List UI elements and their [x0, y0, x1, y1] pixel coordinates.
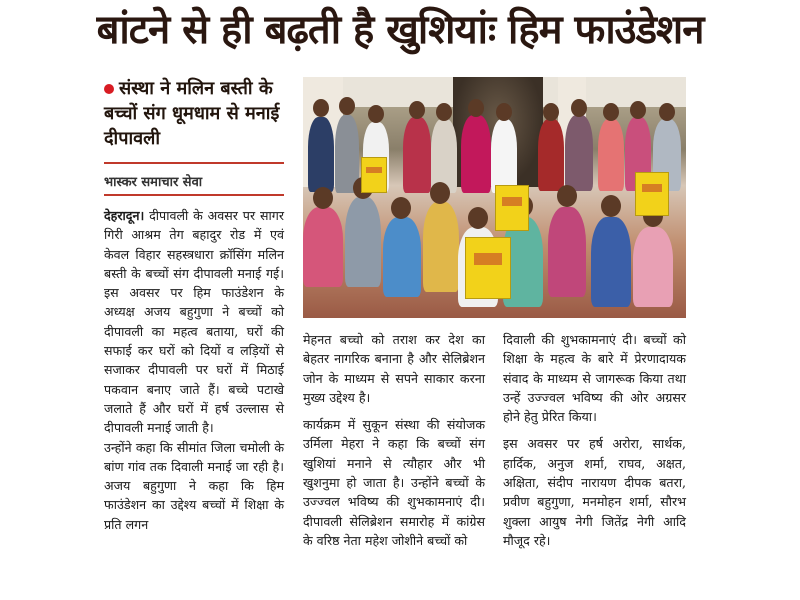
photo-child: [345, 197, 381, 287]
photo-child: [591, 217, 631, 307]
photo-person: [538, 119, 564, 191]
photo-head: [313, 187, 333, 209]
paragraph: मेहनत बच्चो को तराश कर देश का बेहतर नागरिक बनाना है और सेलिब्रेशन जोन के माध्यम से सपने साकार करना मुख्य उद्देश्य है।: [303, 332, 485, 405]
photo-head: [409, 101, 425, 119]
photo-child: [548, 207, 586, 297]
photo-person: [565, 115, 593, 191]
paragraph: उन्होंने कहा कि सीमांत जिला चमोली के बांण गांव तक दिवाली मनाई जा रही है। अजय बहुगुणा ने कहा कि हिम फाउंडेशन का उद्देश्य बच्चों में शिक्षा के प्रति लगन: [104, 439, 284, 532]
photo-child: [633, 227, 673, 307]
photo-poster: [361, 157, 387, 193]
photo-head: [468, 207, 488, 229]
divider-top: [104, 162, 284, 164]
dateline: देहरादून।: [104, 208, 145, 223]
photo-child: [303, 207, 343, 287]
divider-bottom: [104, 194, 284, 196]
photo-head: [630, 101, 646, 119]
photo-person: [461, 115, 491, 193]
bullet-icon: [104, 84, 114, 94]
article-column-3: [503, 330, 686, 550]
photo-child: [383, 217, 421, 297]
subheadline: [104, 76, 294, 151]
photo-poster: [495, 185, 529, 231]
paragraph-text: दीपावली के अवसर पर सागर गिरी आश्रम तेग बहादुर रोड में एवं केवल विहार सहस्त्रधारा क्रॉसिंग मलिन बस्ती के बच्चों संग दीपावली मनाई गई। इस अवसर पर हिम फाउंडेशन के अध्यक्ष अजय बहुगुणा ने बच्चों को दीपावली का महत्व बताया, घरों की सफाई कर घरों को दियों व लड़ियों से सजाकर दीपावली पर घरों में मिठाई पकवान बनाए जाते हैं। बच्चे पटाखे जलाते हैं और घरों में हर्ष उल्लास से दीपावली मनाई जाती है।: [104, 208, 284, 436]
photo-person: [598, 119, 624, 191]
subheadline-text: संस्था ने मलिन बस्ती के बच्चों संग धूमधाम से मनाई दीपावली: [104, 78, 280, 149]
photo-person: [308, 117, 334, 192]
photo-child: [423, 202, 459, 292]
photo-head: [571, 99, 587, 117]
photo-person: [491, 119, 517, 193]
photo-head: [430, 182, 450, 204]
photo-head: [339, 97, 355, 115]
photo-head: [468, 99, 484, 117]
photo-poster: [465, 237, 511, 299]
photo-head: [496, 103, 512, 121]
photo-head: [543, 103, 559, 121]
photo-head: [313, 99, 329, 117]
paragraph: इस अवसर पर हर्ष अरोरा, सार्थक, हार्दिक, अनुज शर्मा, राघव, अक्षत, अक्षिता, संदीप नारायण दीपक बतरा, प्रवीण बहुगुणा, मनमोहन शर्मा, सौरभ शुक्ला आयुष नेगी जितेंद्र नेगी आदि मौजूद रहे।: [503, 436, 686, 548]
photo-head: [436, 103, 452, 121]
headline: बांटने से ही बढ़ती है खुशियांः हिम फाउंडेशन: [96, 7, 704, 53]
photo-head: [601, 195, 621, 217]
photo-person: [403, 117, 431, 193]
paragraph: कार्यक्रम में सुकून संस्था की संयोजक उर्मिला मेहरा ने कहा कि बच्चों संग खुशियां मनाने से त्यौहार और भी खुशनुमा हो जाता है। उन्होंने बच्चों के उज्ज्वल भविष्य की शुभकामनाएं दी। दीपावली सेलिब्रेशन समारोह में कांग्रेस के वरिष्ठ नेता महेश जोशीने बच्चों को: [303, 417, 485, 548]
photo-head: [368, 105, 384, 123]
photo-poster: [635, 172, 669, 216]
group-photo-icon: [303, 77, 686, 318]
article-column-2: [303, 330, 485, 550]
paragraph: दिवाली की शुभकामनाएं दी। बच्चों को शिक्षा के महत्व के बारे में प्रेरणादायक संवाद के माध्यम से जागरूक किया तथा उन्हें उज्ज्वल भविष्य की ओर अग्रसर होने हेतु प्रेरित किया।: [503, 332, 686, 425]
photo-head: [659, 103, 675, 121]
photo-head: [557, 185, 577, 207]
photo-head: [391, 197, 411, 219]
byline: भास्कर समाचार सेवा: [104, 175, 203, 190]
photo-person: [431, 119, 457, 193]
paragraph: [104, 206, 284, 438]
article-column-1: [104, 206, 284, 534]
photo-head: [603, 103, 619, 121]
